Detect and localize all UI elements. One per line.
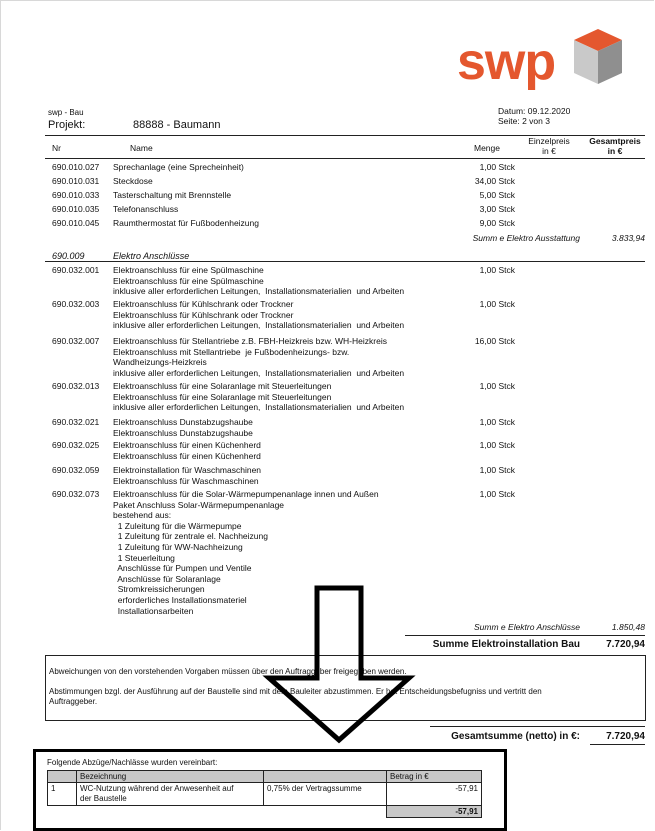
item-qty: 1,00 Stck [479,162,515,172]
row-nr: 1 [48,783,77,806]
column-header-einzelpreis: Einzelpreis in € [528,136,570,156]
section-title: Elektro Anschlüsse [113,251,190,261]
item-nr: 690.032.007 [52,336,100,346]
column-header-gesamtpreis: Gesamtpreis in € [589,136,641,156]
item-qty: 1,00 Stck [479,299,515,309]
item-nr: 690.032.073 [52,489,100,499]
section-nr: 690.009 [52,251,85,261]
item-qty: 9,00 Stck [479,218,515,228]
document-date: Datum: 09.12.2020 [498,106,571,116]
deductions-box [33,749,507,831]
item-description: Elektroanschluss für einen Küchenherd Elektroanschluss für einen Küchenherd [113,440,261,461]
header-cell-betrag: Betrag in € [387,771,482,783]
total-underline [590,744,645,745]
deductions-title: Folgende Abzüge/Nachlässe wurden vereinbart: [47,758,218,767]
item-name: Raumthermostat für Fußbodenheizung [113,218,259,228]
table-row [48,783,482,806]
item-nr: 690.010.035 [52,204,100,214]
page-number: Seite: 2 von 3 [498,116,550,126]
column-header-name: Name [130,143,153,153]
row-betrag: -57,91 [387,783,482,806]
note-line-2: Abstimmungen bzgl. der Ausführung auf der Baustelle sind mit dem Bauleiter abzustimmen. Er hat Entscheidungsbefugniss und vertritt den Auftraggeber. [49,687,542,706]
deductions-sum: -57,91 [387,806,482,818]
item-qty: 1,00 Stck [479,440,515,450]
item-qty: 3,00 Stck [479,204,515,214]
total-rule-top [430,726,645,727]
deductions-table [47,770,482,818]
item-nr: 690.010.031 [52,176,100,186]
header-cell-nr [48,771,77,783]
sum-anschluesse-value: 1.850,48 [611,622,645,632]
item-description: Elektroanschluss für eine Spülmaschine Elektroanschluss für eine Spülmaschine inklusive aller erforderlichen Leitungen, Installationsmaterialien und Arbeiten [113,265,405,297]
item-description: Elektroanschluss für die Solar-Wärmepumpenanlage innen und Außen Paket Anschluss Solar-Wärmepumpenanlage bestehend aus: 1 Zuleitung für die Wärmepumpe 1 Zuleitung für zentrale el. Nachheizung 1 Zuleitung für WW-Nachheizung 1 Steuerleitung Anschlüsse für Pumpen und Ventile Anschlüsse für Solaranlage Stromkreissicherungen erforderliches Installationsmateriel Installationsarbeiten [113,489,379,616]
item-nr: 690.010.027 [52,162,100,172]
item-nr: 690.032.059 [52,465,100,475]
item-nr: 690.010.033 [52,190,100,200]
total-label: Gesamtsumme (netto) in €: [451,731,580,742]
item-qty: 1,00 Stck [479,489,515,499]
item-description: Elektroanschluss Dunstabzugshaube Elektroanschluss Dunstabzugshaube [113,417,253,438]
item-nr: 690.032.003 [52,299,100,309]
item-description: Elektroanschluss für eine Solaranlage mit Steuerleitungen Elektroanschluss für eine Solaranlage mit Steuerleitungen inklusive aller erforderlichen Leitungen, Installationsmaterialien und Arbeiten [113,381,405,413]
item-name: Tasterschaltung mit Brennstelle [113,190,232,200]
item-description: Elektroanschluss für Kühlschrank oder Trockner Elektroanschluss für Kühlschrank oder Trockner inklusive aller erforderlichen Leitungen, Installationsmaterialien und Arbeiten [113,299,405,331]
item-nr: 690.032.013 [52,381,100,391]
project-value: 88888 - Baumann [133,119,221,131]
item-name: Steckdose [113,176,153,186]
sum-anschluesse-label: Summ e Elektro Anschlüsse [474,622,580,632]
item-qty: 34,00 Stck [474,176,515,186]
sum-ausstattung-value: 3.833,94 [611,233,645,243]
project-label: Projekt: [48,119,86,131]
item-qty: 1,00 Stck [479,265,515,275]
logo-cube-icon [566,26,630,92]
deductions-header-row [48,771,482,783]
sum-elektro-label: Summe Elektroinstallation Bau [432,639,580,650]
item-qty: 5,00 Stck [479,190,515,200]
section-rule [45,261,645,262]
column-header-nr: Nr [52,143,61,153]
item-nr: 690.010.045 [52,218,100,228]
item-nr: 690.032.001 [52,265,100,275]
item-nr: 690.032.021 [52,417,100,427]
item-qty: 16,00 Stck [474,336,515,346]
deductions-sum-row [48,806,482,818]
down-arrow-icon [235,584,445,744]
item-qty: 1,00 Stck [479,381,515,391]
item-name: Sprechanlage (eine Sprecheinheit) [113,162,244,172]
total-value: 7.720,94 [606,731,645,742]
sum-elektro-value: 7.720,94 [606,639,645,650]
note-line-1: Abweichungen von den vorstehenden Vorgaben müssen über den Auftraggeber freigegeben werden. [49,667,407,676]
logo-text: swp [457,33,556,91]
sum-ausstattung-label: Summ e Elektro Ausstattung [472,233,580,243]
row-basis: 0,75% der Vertragssumme [264,783,387,806]
item-description: Elektroanschluss für Stellantriebe z.B. FBH-Heizkreis bzw. WH-Heizkreis Elektroanschluss mit Stellantriebe je Fußbodenheizungs- bzw. Wandheizungs-Heizkreis inklusive aller erforderlichen Leitungen, Installationsmaterialien und Arbeiten [113,336,405,378]
item-qty: 1,00 Stck [479,417,515,427]
company-name: swp - Bau [48,108,84,117]
header-rule-bottom [45,158,645,159]
item-qty: 1,00 Stck [479,465,515,475]
row-bezeichnung: WC-Nutzung während der Anwesenheit auf der Baustelle [77,783,264,806]
header-cell-bezeichnung: Bezeichnung [77,771,264,783]
item-description: Elektroinstallation für Waschmaschinen Elektroanschluss für Waschmaschinen [113,465,262,486]
header-cell-basis [264,771,387,783]
item-name: Telefonanschluss [113,204,179,214]
column-header-menge: Menge [474,143,500,153]
item-nr: 690.032.025 [52,440,100,450]
